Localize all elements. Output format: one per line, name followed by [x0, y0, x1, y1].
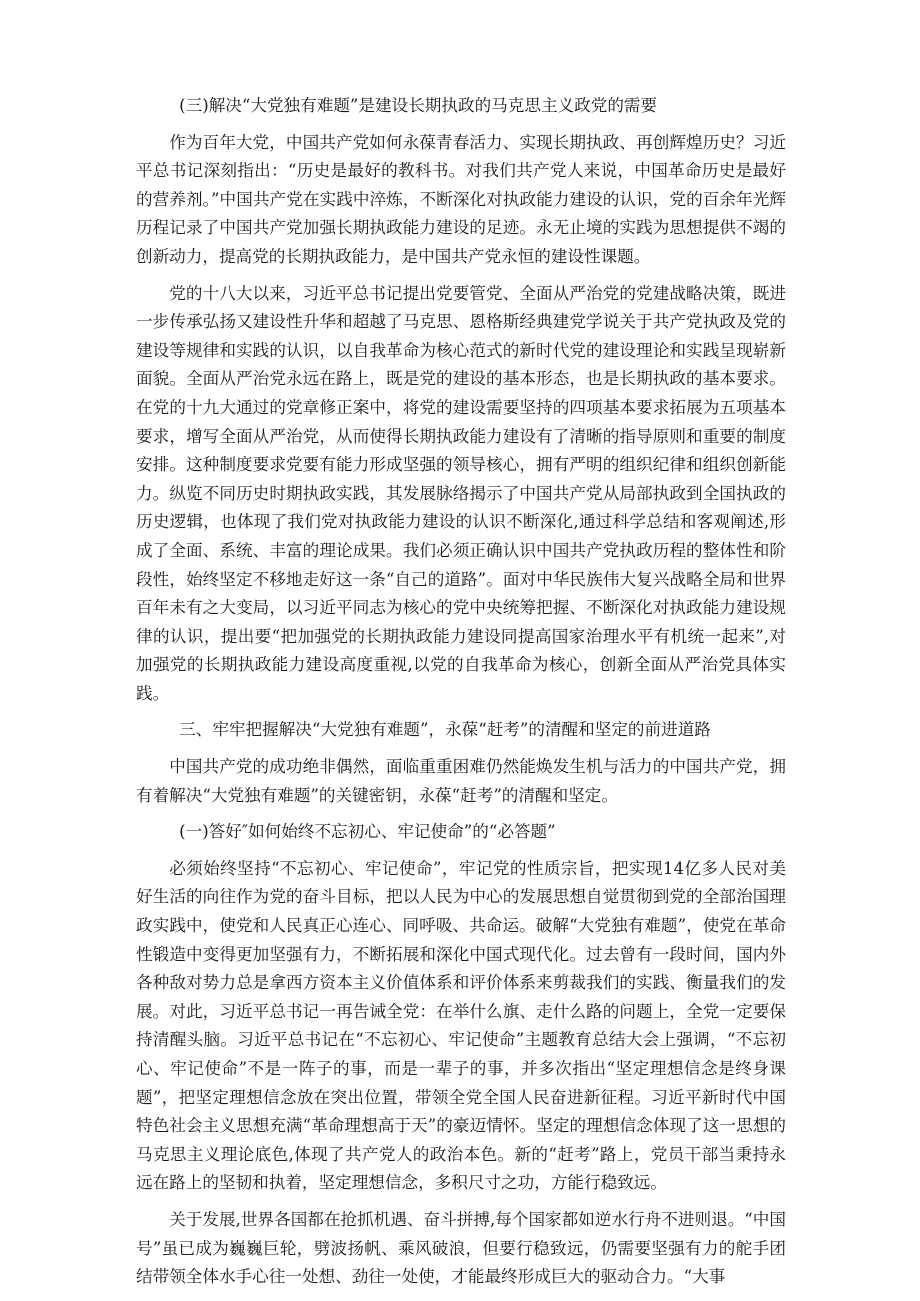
body-paragraph: 党的十八大以来，习近平总书记提出党要管党、全面从严治党的党建战略决策，既进一步传承弘扬又建设性升华和超越了马克思、恩格斯经典建党学说关于共产党执政及党的建设等规律和实践的认识，以自我革命为核心范式的新时代党的建设理论和实践呈现崭新面貌。全面从严治党永远在路上，既是党的建设的基本形态，也是长期执政的基本要求。在党的十九大通过的党章修正案中，将党的建设需要坚持的四项基本要求拓展为五项基本要求，增写全面从严治党，从而使得长期执政能力建设有了清晰的指导原则和重要的制度安排。这种制度要求党要有能力形成坚强的领导核心，拥有严明的组织纪律和组织创新能力。纵览不同历史时期执政实践，其发展脉络揭示了中国共产党从局部执政到全国执政的历史逻辑，也体现了我们党对执政能力建设的认识不断深化,通过科学总结和客观阐述,形成了全面、系统、丰富的理论成果。我们必须正确认识中国共产党执政历程的整体性和阶段性，始终坚定不移地走好这一条“自己的道路”。面对中华民族伟大复兴战略全局和世界百年未有之大变局，以习近平同志为核心的党中央统筹把握、不断深化对执政能力建设规律的认识，提出要“把加强党的长期执政能力建设同提高国家治理水平有机统一起来”,对加强党的长期执政能力建设高度重视,以党的自我革命为核心，创新全面从严治党具体实践。 — [136, 283, 786, 703]
body-paragraph: 必须始终坚持“不忘初心、牢记使命”，牢记党的性质宗旨，把实现14亿多人民对美好生活的向往作为党的奋斗目标，把以人民为中心的发展思想自觉贯彻到党的全部治国理政实践中，使党和人民真正心连心、同呼吸、共命运。破解“大党独有难题”，使党在革命性锻造中变得更加坚强有力，不断拓展和深化中国式现代化。过去曾有一段时间，国内外各种敌对势力总是拿西方资本主义价值体系和评价体系来剪裁我们的实践、衡量我们的发展。对此，习近平总书记一再告诫全党：在举什么旗、走什么路的问题上，全党一定要保持清醒头脑。习近平总书记在“不忘初心、牢记使命”主题教育总结大会上强调，“不忘初心、牢记使命”不是一阵子的事，而是一辈子的事，并多次指出“坚定理想信念是终身课题”，把坚定理想信念放在突出位置，带领全党全国人民奋进新征程。习近平新时代中国特色社会主义思想充满“革命理想高于天”的豪迈情怀。坚定的理想信念体现了这一思想的马克思主义理论底色,体现了共产党人的政治本色。新的“赶考”路上，党员干部当秉持永远在路上的坚韧和执着，坚定理想信念，多积尺寸之功，方能行稳致远。 — [136, 858, 786, 1193]
body-paragraph: 中国共产党的成功绝非偶然，面临重重困难仍然能焕发生机与活力的中国共产党，拥有着解决“大党独有难题”的关键密钥，永葆“赶考”的清醒和坚定。 — [136, 757, 786, 805]
body-paragraph: 作为百年大党，中国共产党如何永葆青春活力、实现长期执政、再创辉煌历史？习近平总书记深刻指出：“历史是最好的教科书。对我们共产党人来说，中国革命历史是最好的营养剂。”中国共产党在实践中淬炼，不断深化对执政能力建设的认识，党的百余年光辉历程记录了中国共产党加强长期执政能力建设的足迹。永无止境的实践为思想提供不竭的创新动力，提高党的长期执政能力，是中国共产党永恒的建设性课题。 — [136, 132, 786, 266]
document-page — [136, 92, 786, 1300]
section-heading-3-1: (一)答好″如何始终不忘初心、牢记使命”的“必答题” — [179, 822, 556, 842]
section-heading-3: 三、牢牢把握解决“大党独有难题”，永葆“赶考”的清醒和坚定的前进道路 — [179, 720, 711, 740]
body-paragraph: 关于发展,世界各国都在抢抓机遇、奋斗拼搏,每个国家都如逆水行舟不进则退。“中国号”虽已成为巍巍巨轮，劈波扬帆、乘风破浪，但要行稳致远，仍需要坚强有力的舵手团结带领全体水手心往一处想、劲往一处使，才能最终形成巨大的驱动合力。“大事 — [136, 1209, 786, 1287]
section-heading-3-3: (三)解决“大党独有难题”是建设长期执政的马克思主义政党的需要 — [179, 96, 658, 115]
